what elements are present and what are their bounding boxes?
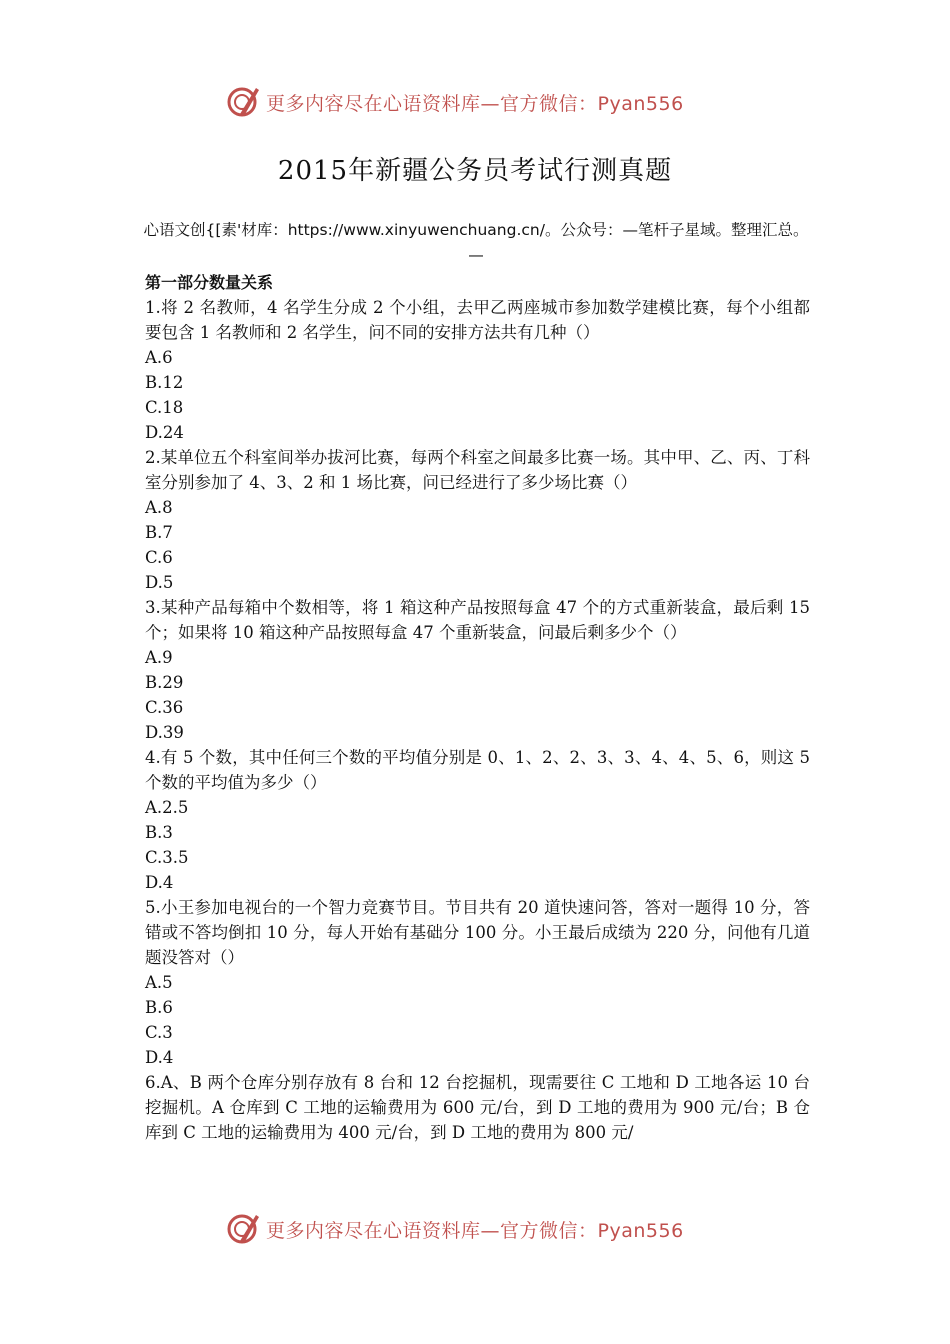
answer-option: C.3.5 [145,848,189,867]
brush-logo-icon [226,84,262,120]
answer-option: B.3 [145,823,173,842]
answer-option: D.4 [145,1048,174,1067]
banner-text: 更多内容尽在心语资料库—官方微信：Pyan556 [266,1219,684,1242]
question-stem: 3.某种产品每箱中个数相等，将 1 箱这种产品按照每盒 47 个的方式重新装盒，最后剩 15 个；如果将 10 箱这种产品按照每盒 47 个重新装盒，问最后剩多少个（） [145,598,810,642]
answer-option: A.8 [145,498,173,517]
answer-option: D.5 [145,573,174,592]
source-line: 心语文创{[素'材库：https://www.xinyuwenchuang.cn/。公众号：—笔杆子星域。整理汇总。— [143,221,809,264]
header-banner [226,82,746,122]
answer-option: C.3 [145,1023,173,1042]
question-stem: 6.A、B 两个仓库分别存放有 8 台和 12 台挖掘机，现需要往 C 工地和 D 工地各运 10 台挖掘机。A 仓库到 C 工地的运输费用为 600 元/台，到 D 工地的费用为 900 元/台；B 仓库到 C 工地的运输费用为 400 元/台，到 D 工地的费用为 800 元/ [145,1073,810,1142]
question-stem: 1.将 2 名教师，4 名学生分成 2 个小组，去甲乙两座城市参加数学建模比赛，每个小组都要包含 1 名教师和 2 名学生，问不同的安排方法共有几种（） [145,298,810,342]
answer-option: A.6 [145,348,173,367]
answer-option: A.5 [145,973,173,992]
question-stem: 4.有 5 个数，其中任何三个数的平均值分别是 0、1、2、2、3、3、4、4、5、6，则这 5 个数的平均值为多少（） [145,748,810,792]
banner-text: 更多内容尽在心语资料库—官方微信：Pyan556 [266,92,684,115]
answer-option: D.4 [145,873,174,892]
answer-option: A.2.5 [145,798,189,817]
answer-option: A.9 [145,648,173,667]
document-body [145,270,810,1145]
question-stem: 5.小王参加电视台的一个智力竞赛节目。节目共有 20 道快速问答，答对一题得 10 分，答错或不答均倒扣 10 分，每人开始有基础分 100 分。小王最后成绩为 220 分，问他有几道题没答对（） [145,898,810,967]
answer-option: B.7 [145,523,173,542]
brush-logo-icon [226,1211,262,1247]
question-stem: 2.某单位五个科室间举办拔河比赛，每两个科室之间最多比赛一场。其中甲、乙、丙、丁科室分别参加了 4、3、2 和 1 场比赛，问已经进行了多少场比赛（） [145,448,810,492]
answer-option: B.29 [145,673,184,692]
answer-option: D.24 [145,423,184,442]
footer-banner [226,1209,746,1249]
section-title: 第一部分数量关系 [145,273,274,292]
answer-option: C.36 [145,698,184,717]
answer-option: B.12 [145,373,184,392]
answer-option: C.6 [145,548,173,567]
answer-option: D.39 [145,723,184,742]
answer-option: C.18 [145,398,184,417]
page-title: 2015年新疆公务员考试行测真题 [277,156,673,186]
answer-option: B.6 [145,998,173,1017]
